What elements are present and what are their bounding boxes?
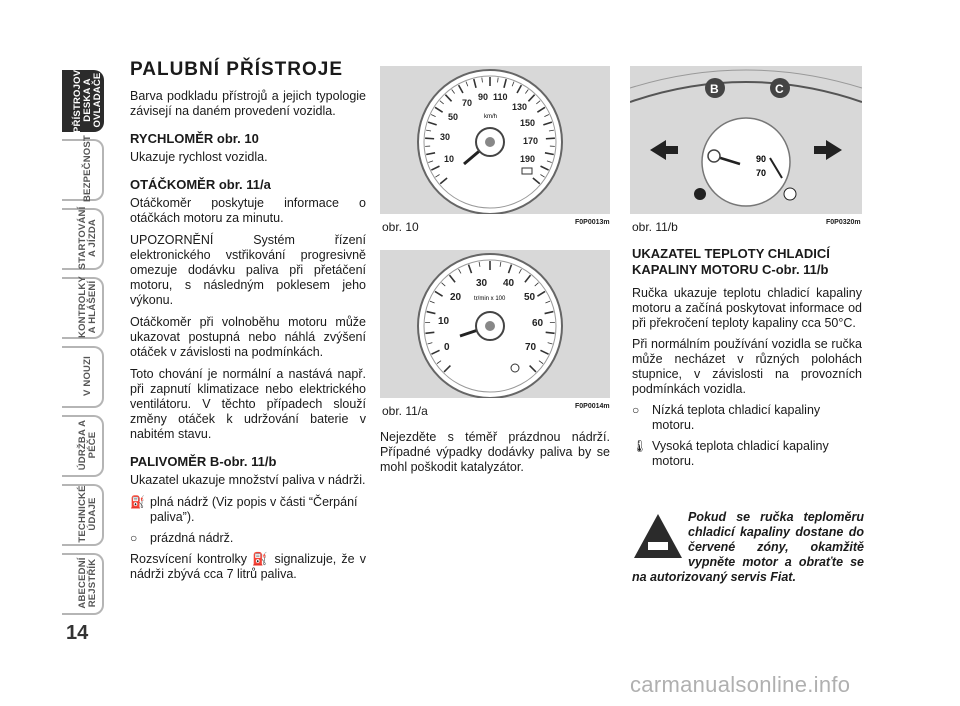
column-3	[632, 246, 862, 475]
gauge-tick	[546, 332, 555, 333]
fuel-pump-icon: ⛽	[252, 552, 270, 566]
tachometer-idle-text: Otáčkoměr při volnoběhu motoru může ukazovat postupná nebo náhlá zvýšení otáček v závislosti na podmínkách.	[130, 315, 366, 359]
tachometer-behaviour-text: Toto chování je normální a nastává např. při zapnutí klimatizace nebo elektrického ventilátoru. V těchto případech slouží změny otáček k udržování baterie v nabitém stavu.	[130, 367, 366, 441]
tab-pristrojova-deska[interactable]: PŘÍSTROJOVÁ DESKA A OVLADAČE	[40, 66, 104, 130]
label-b: B	[710, 82, 719, 96]
list-item: ○ Nízká teplota chladicí kapaliny motoru.	[632, 403, 821, 432]
tab-v-nouzi[interactable]: V NOUZI	[40, 342, 104, 406]
svg-text:170: 170	[523, 136, 539, 146]
fuel-gauge-text: Ukazatel ukazuje množství paliva v nádrži.	[130, 473, 366, 487]
svg-text:150: 150	[520, 118, 536, 128]
tachometer-gauge	[380, 250, 610, 398]
figure-caption: obr. 10	[382, 220, 419, 234]
fuel-temperature-gauge	[630, 66, 862, 214]
svg-text:60: 60	[532, 318, 544, 329]
fuel-note-text: Nejezděte s téměř prázdnou nádrží. Případné výpadky dodávky paliva by se mohl poškodit katalyzátor.	[380, 430, 610, 474]
figure-code: F0P0014m	[575, 403, 610, 410]
svg-text:190: 190	[520, 154, 536, 164]
warning-box	[632, 502, 864, 594]
figure-code: F0P0320m	[826, 219, 861, 226]
thermometer-icon: 🌡	[632, 439, 648, 453]
svg-text:10: 10	[438, 316, 450, 327]
label-c: C	[775, 82, 784, 96]
svg-text:70: 70	[525, 342, 537, 353]
speedometer-gauge	[380, 66, 610, 214]
figure-caption: obr. 11/a	[382, 404, 428, 418]
page-number: 14	[66, 622, 89, 644]
page-title: PALUBNÍ PŘÍSTROJE	[130, 59, 344, 80]
figure-fuel-temperature	[630, 66, 862, 214]
watermark: carmanualsonline.info	[630, 672, 851, 697]
svg-text:40: 40	[503, 278, 515, 289]
list-item: ○ prázdná nádrž.	[130, 531, 234, 545]
figure-caption: obr. 11/b	[632, 220, 678, 234]
tachometer-warning: UPOZORNĚNÍ Systém řízení elektronického vstřikování progresivně omezuje dodávku paliva při přetáčení motoru, s následným poklesem jeho výkonu.	[130, 233, 366, 307]
tab-abecedni-rejstrik[interactable]: ABECEDNÍ REJSTŘÍK	[40, 549, 104, 613]
speedometer-heading: RYCHLOMĚR obr. 10	[130, 131, 259, 146]
tick-label: 110	[493, 92, 508, 102]
svg-text:90: 90	[478, 92, 489, 102]
speedometer-text: Ukazuje rychlost vozidla.	[130, 150, 268, 164]
empty-circle-icon: ○	[130, 531, 138, 545]
svg-text:20: 20	[450, 292, 462, 303]
temp-mark: 70	[756, 168, 767, 178]
tab-startovani[interactable]: STARTOVÁNÍ A JÍZDA	[40, 204, 104, 268]
svg-text:50: 50	[524, 292, 536, 303]
fuel-light-text: Rozsvícení kontrolky ⛽ signalizuje, že v nádrži zbývá cca 7 litrů paliva.	[130, 552, 366, 581]
fuel-pump-icon: ⛽	[130, 495, 145, 509]
tab-kontrolky[interactable]: KONTROLKY A HLÁŠENÍ	[40, 273, 104, 337]
svg-text:30: 30	[476, 278, 488, 289]
speed-unit: km/h	[484, 114, 498, 120]
gauge-tick	[425, 332, 434, 333]
svg-text:130: 130	[512, 102, 528, 112]
gauge-tick	[425, 138, 434, 139]
fuel-gauge-heading: PALIVOMĚR B-obr. 11/b	[130, 454, 277, 469]
figure-tachometer	[380, 250, 610, 398]
figure-code: F0P0013m	[575, 219, 610, 226]
tachometer-heading: OTÁČKOMĚR obr. 11/a	[130, 177, 271, 192]
tab-technicke-udaje[interactable]: TECHNICKÉ ÚDAJE	[40, 480, 104, 544]
svg-text:0: 0	[444, 342, 450, 353]
warning-spacer	[632, 510, 688, 560]
tacho-unit: tr/min x 100	[474, 296, 506, 302]
warning-text: Pokud se ručka teploměru chladicí kapaliny dostane do červené zóny, okamžitě vypněte motor a obraťte se na autorizovaný servis Fiat.	[632, 510, 864, 584]
tachometer-text: Otáčkoměr poskytuje informace o otáčkách motoru za minutu.	[130, 196, 366, 225]
tab-bezpecnost[interactable]: BEZPEČNOST	[40, 135, 104, 199]
column-1	[130, 59, 366, 589]
svg-text:50: 50	[448, 112, 459, 122]
tab-udrzba[interactable]: ÚDRŽBA A PÉČE	[40, 411, 104, 475]
intro-text: Barva podkladu přístrojů a jejich typologie závisejí na daném provedení vozidla.	[130, 89, 366, 118]
svg-text:70: 70	[462, 98, 473, 108]
list-item: 🌡 Vysoká teplota chladicí kapaliny motoru.	[632, 439, 829, 468]
list-item: ⛽ plná nádrž (Viz popis v části “Čerpání paliva”).	[130, 495, 358, 524]
coolant-heading: UKAZATEL TEPLOTY CHLADICÍ KAPALINY MOTORU C-obr. 11/b	[632, 246, 830, 277]
svg-text:30: 30	[440, 132, 451, 142]
svg-text:10: 10	[444, 154, 455, 164]
figure-speedometer	[380, 66, 610, 214]
temp-mark: 90	[756, 154, 767, 164]
gauge-tick	[546, 138, 555, 139]
coolant-text-1: Ručka ukazuje teplotu chladicí kapaliny motoru a začíná poskytovat informace od při překročení teploty kapaliny cca 50°C.	[632, 286, 862, 330]
low-temp-circle-icon: ○	[632, 403, 640, 417]
coolant-text-2: Při normálním používání vozidla se ručka může necházet v různých polohách stupnice, v závislosti na provozních podmínkách vozidla.	[632, 337, 862, 396]
